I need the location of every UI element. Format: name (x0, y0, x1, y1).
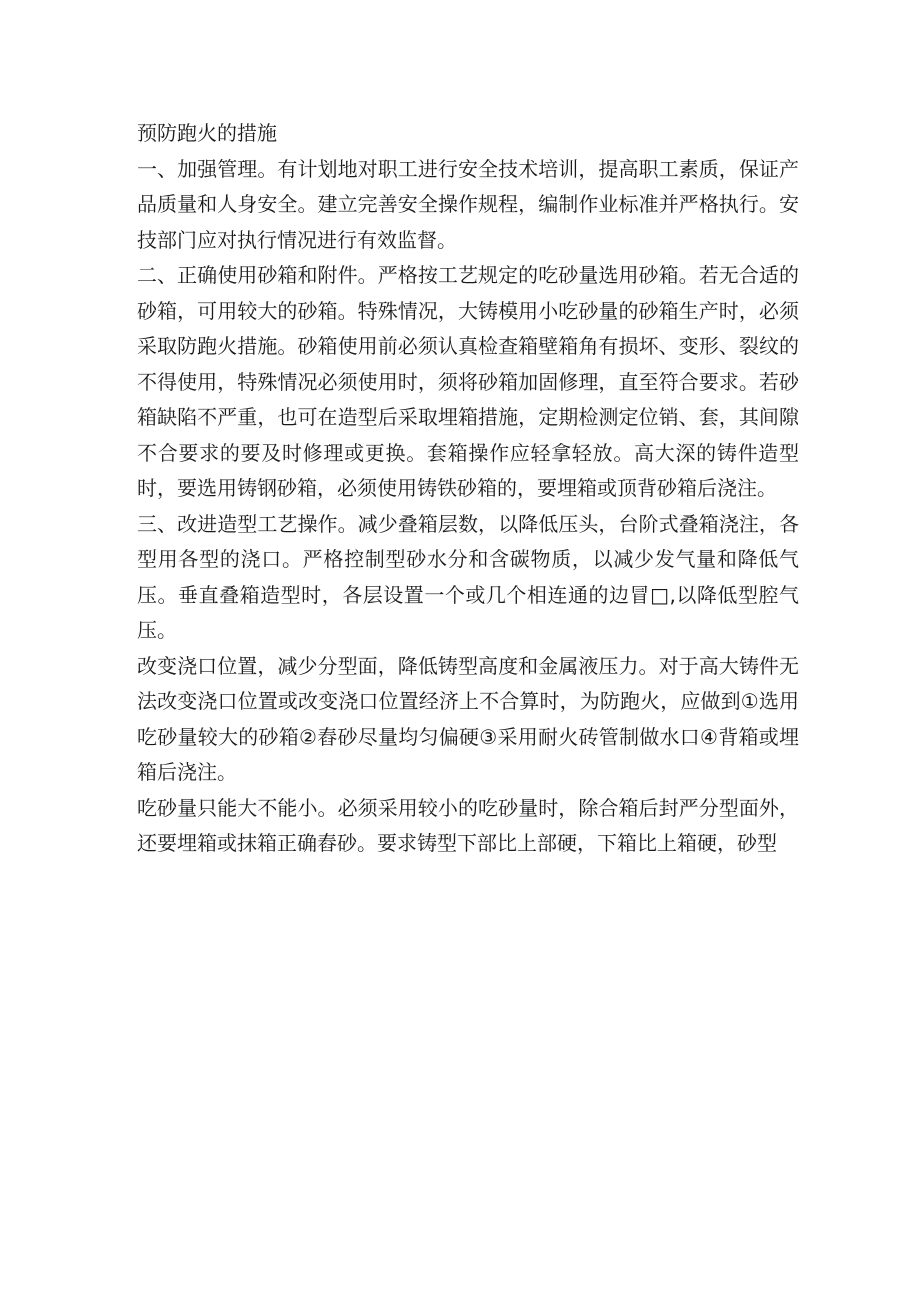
paragraph-molding-process: 三、改进造型工艺操作。减少叠箱层数，以降低压头，台阶式叠箱浇注，各型用各型的浇口。严格控制型砂水分和含碳物质，以减少发气量和降低气压。垂直叠箱造型时，各层设置一个或几个相连通的边冒□,以降低型腔气压。 (137, 511, 799, 642)
document-body (137, 116, 799, 862)
paragraph-sand-box: 二、正确使用砂箱和附件。严格按工艺规定的吃砂量选用砂箱。若无合适的砂箱，可用较大的砂箱。特殊情况，大铸模用小吃砂量的砂箱生产时，必须采取防跑火措施。砂箱使用前必须认真检查箱壁箱角有损坏、变形、裂纹的不得使用，特殊情况必须使用时，须将砂箱加固修理，直至符合要求。若砂箱缺陷不严重，也可在造型后采取埋箱措施，定期检测定位销、套，其间隙不合要求的要及时修理或更换。套箱操作应轻拿轻放。高大深的铸件造型时，要选用铸钢砂箱，必须使用铸铁砂箱的，要埋箱或顶背砂箱后浇注。 (137, 263, 799, 500)
paragraph-management: 一、加强管理。有计划地对职工进行安全技术培训，提高职工素质，保证产品质量和人身安全。建立完善安全操作规程，编制作业标准并严格执行。安技部门应对执行情况进行有效监督。 (137, 156, 799, 252)
document-title: 预防跑火的措施 (137, 121, 277, 145)
paragraph-sand-thickness: 吃砂量只能大不能小。必须采用较小的吃砂量时，除合箱后封严分型面外，还要埋箱或抹箱正确舂砂。要求铸型下部比上部硬，下箱比上箱硬，砂型 (137, 795, 799, 855)
paragraph-gate-position: 改变浇口位置，减少分型面，降低铸型高度和金属液压力。对于高大铸件无法改变浇口位置或改变浇口位置经济上不合算时，为防跑火，应做到①选用吃砂量较大的砂箱②舂砂尽量均匀偏硬③采用耐火砖管制做水口④背箱或埋箱后浇注。 (137, 653, 799, 784)
